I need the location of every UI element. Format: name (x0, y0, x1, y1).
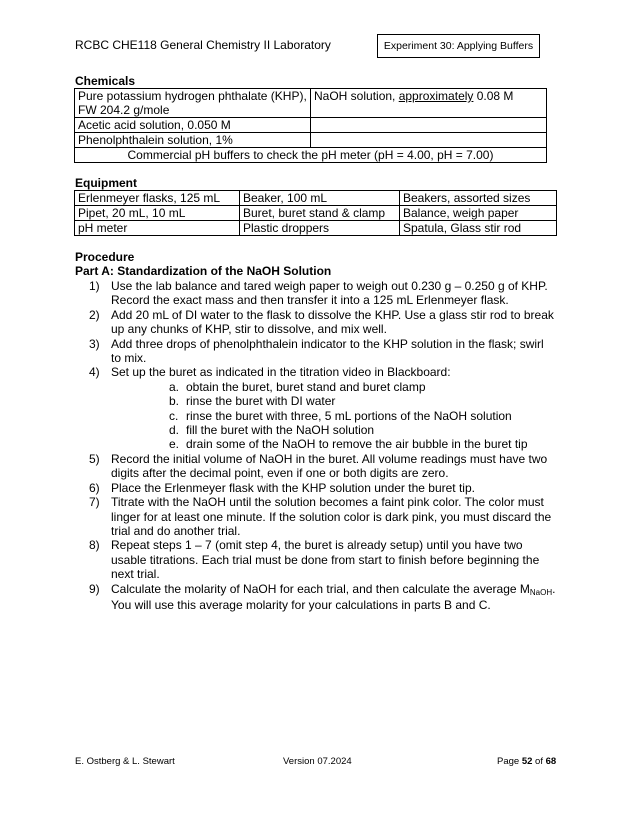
table-row (75, 148, 547, 163)
list-item (77, 365, 557, 451)
experiment-label-box (377, 34, 540, 58)
substep-letter: e. (169, 437, 180, 452)
table-cell: Erlenmeyer flasks, 125 mL (75, 191, 240, 206)
list-item (111, 423, 557, 437)
table-cell-empty (311, 133, 547, 148)
page-total: 68 (545, 756, 557, 767)
substep-text: drain some of the NaOH to remove the air bubble in the buret tip (186, 437, 528, 452)
list-item (77, 495, 557, 538)
table-cell: Balance, weigh paper (400, 206, 557, 221)
list-item (111, 394, 557, 408)
chemicals-table (74, 88, 547, 163)
subscript-naoh: NaOH (529, 587, 553, 597)
page-prefix: Page (497, 756, 522, 767)
chemicals-heading: Chemicals (75, 74, 136, 88)
table-cell: Acetic acid solution, 0.050 M (75, 118, 311, 133)
table-cell: Commercial pH buffers to check the pH meter (pH = 4.00, pH = 7.00) (75, 148, 547, 163)
page-mid: of (532, 756, 546, 767)
table-row (75, 191, 557, 206)
page-header-title: RCBC CHE118 General Chemistry II Laboratory (75, 38, 331, 52)
table-cell (311, 89, 547, 118)
footer-page-number (497, 756, 556, 767)
table-cell: Beaker, 100 mL (240, 191, 400, 206)
step-number: 3) (89, 336, 100, 351)
footer-authors: E. Ostberg & L. Stewart (75, 756, 175, 767)
buret-setup-substeps (111, 380, 557, 452)
step-number: 5) (89, 451, 100, 466)
table-cell: Phenolphthalein solution, 1% (75, 133, 311, 148)
substep-text: rinse the buret with three, 5 mL portions of the NaOH solution (186, 408, 512, 423)
step-text: Calculate the molarity of NaOH for each trial, and then calculate the average M (111, 581, 530, 596)
list-item (77, 582, 557, 613)
list-item (77, 308, 557, 337)
step-text: Repeat steps 1 – 7 (omit step 4, the buret is already setup) until you have two usable titrations. Each trial must be done from start to finish before beginning the next trial. (111, 538, 540, 582)
cell-text: NaOH solution, (314, 89, 399, 103)
part-a-heading: Part A: Standardization of the NaOH Solution (75, 264, 332, 278)
step-number: 4) (89, 365, 100, 380)
list-item (111, 409, 557, 423)
list-item (77, 279, 557, 308)
table-row (75, 89, 547, 118)
substep-text: fill the buret with the NaOH solution (186, 423, 375, 438)
list-item (77, 481, 557, 495)
table-cell-empty (311, 118, 547, 133)
table-row (75, 118, 547, 133)
experiment-label: Experiment 30: Applying Buffers (383, 40, 534, 52)
procedure-heading: Procedure (75, 250, 135, 264)
table-cell: Spatula, Glass stir rod (400, 221, 557, 236)
list-item (111, 380, 557, 394)
substep-letter: d. (169, 423, 180, 438)
step-text: Add 20 mL of DI water to the flask to dissolve the KHP. Use a glass stir rod to break up any chunks of KHP, stir to dissolve, and mix well. (111, 307, 554, 337)
substep-text: obtain the buret, buret stand and buret clamp (186, 379, 426, 394)
footer-version: Version 07.2024 (283, 756, 352, 767)
step-number: 7) (89, 495, 100, 510)
step-number: 6) (89, 480, 100, 495)
substep-text: rinse the buret with DI water (186, 394, 336, 409)
equipment-heading: Equipment (75, 176, 137, 190)
table-cell: Pipet, 20 mL, 10 mL (75, 206, 240, 221)
substep-letter: a. (169, 379, 180, 394)
table-row (75, 206, 557, 221)
step-number: 9) (89, 581, 100, 596)
step-text: Titrate with the NaOH until the solution becomes a faint pink color. The color must linger for at least one minute. If the solution color is dark pink, you must discard the trial and do another trial. (111, 495, 552, 538)
substep-letter: c. (169, 408, 179, 423)
step-text: Use the lab balance and tared weigh paper to weigh out 0.230 g – 0.250 g of KHP. Record the exact mass and then transfer it into a 125 mL Erlenmeyer flask. (111, 279, 548, 308)
table-cell: pH meter (75, 221, 240, 236)
page-current: 52 (521, 756, 533, 767)
list-item (111, 437, 557, 451)
step-text: . You will use this average molarity for your calculations in parts B and C. (111, 581, 556, 612)
substep-letter: b. (169, 394, 180, 409)
list-item (77, 538, 557, 581)
equipment-table (74, 190, 557, 236)
table-cell: Buret, buret stand & clamp (240, 206, 400, 221)
table-cell: Plastic droppers (240, 221, 400, 236)
table-row (75, 133, 547, 148)
table-cell: Pure potassium hydrogen phthalate (KHP), FW 204.2 g/mole (75, 89, 311, 118)
step-text: Set up the buret as indicated in the titration video in Blackboard: (111, 365, 451, 380)
step-number: 8) (89, 538, 100, 553)
step-text: Place the Erlenmeyer flask with the KHP solution under the buret tip. (111, 480, 475, 495)
procedure-steps-list (77, 279, 557, 612)
step-text: Record the initial volume of NaOH in the buret. All volume readings must have two digits after the decimal point, even if one or both digits are zero. (111, 451, 548, 481)
table-row (75, 221, 557, 236)
list-item (77, 337, 557, 366)
list-item (77, 452, 557, 481)
underlined-text: approximately (398, 89, 474, 103)
table-cell: Beakers, assorted sizes (400, 191, 557, 206)
cell-text: 0.08 M (473, 89, 514, 103)
step-text: Add three drops of phenolphthalein indicator to the KHP solution in the flask; swirl to mix. (111, 336, 544, 366)
step-number: 1) (89, 279, 100, 293)
step-number: 2) (89, 307, 100, 322)
